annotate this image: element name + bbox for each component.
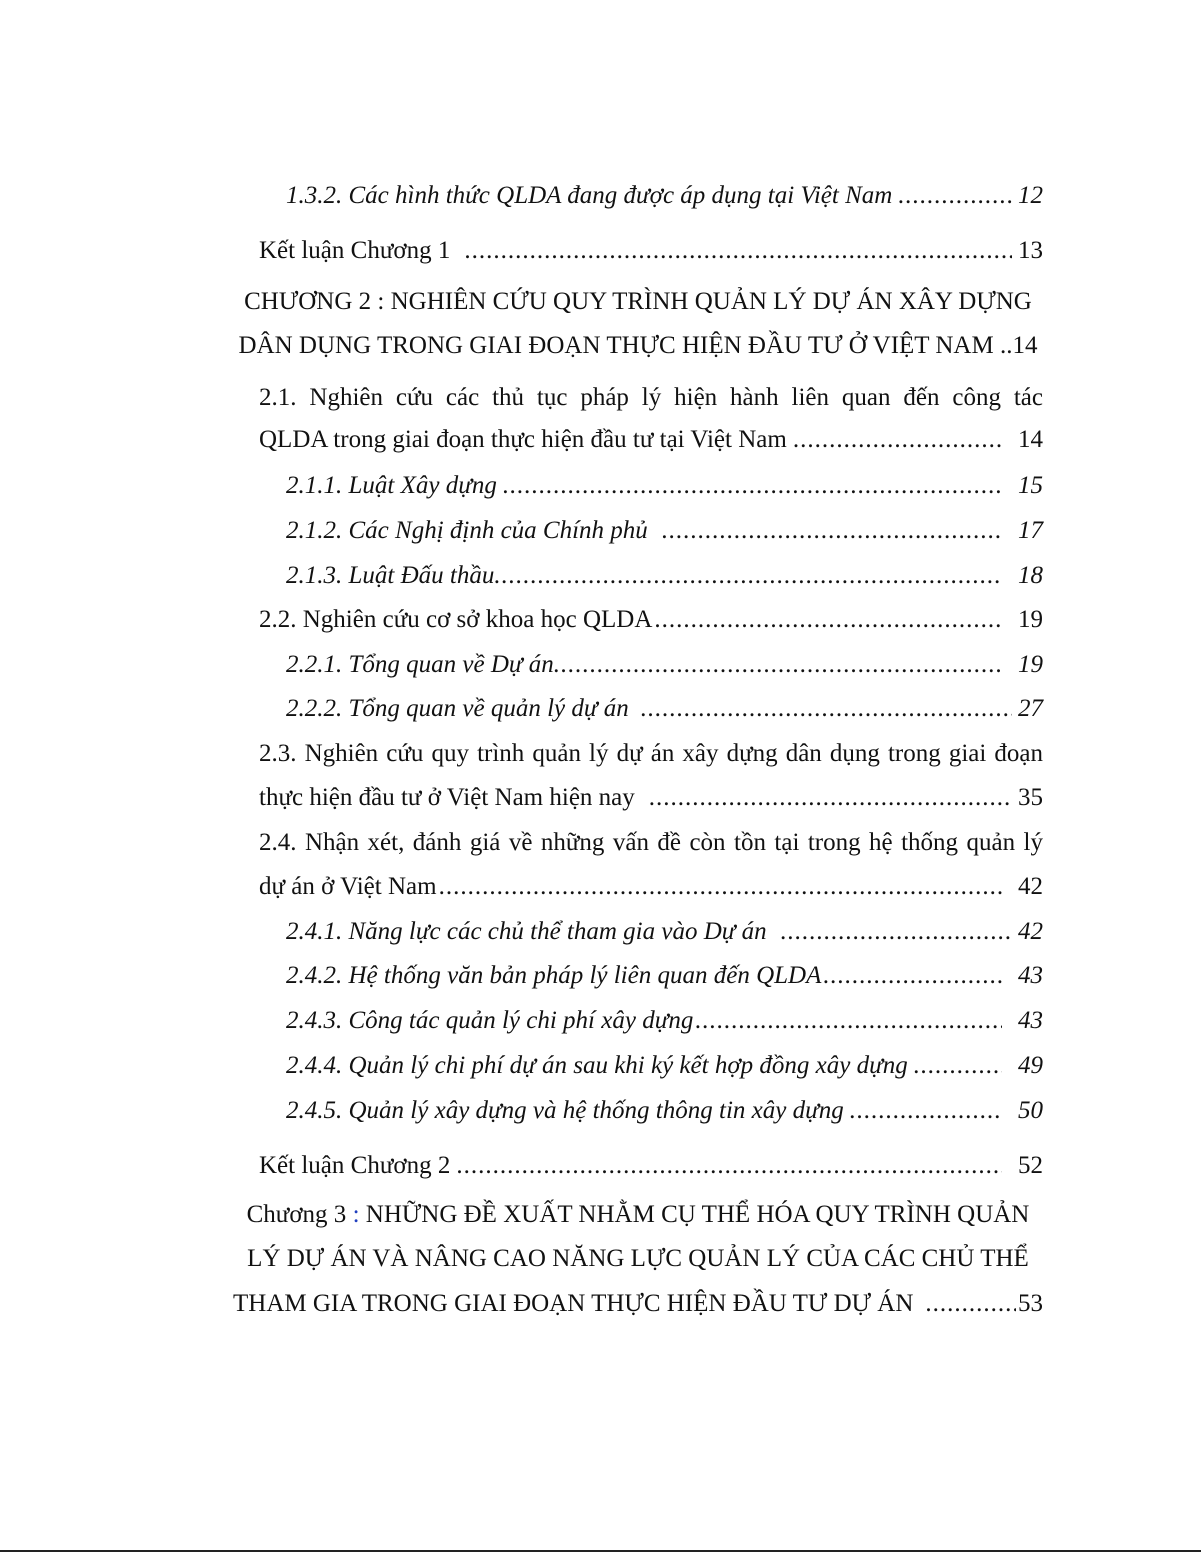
chapter-3-prefix: Chương 3 <box>246 1201 347 1228</box>
toc-page-number: 19 <box>1018 651 1043 678</box>
toc-entry-text: QLDA trong giai đoạn thực hiện đầu tư tại Việt Nam <box>259 426 787 453</box>
toc-page-number: 19 <box>1018 606 1043 633</box>
toc-entry-2-4-5 <box>286 1096 1043 1126</box>
dot-leader <box>781 917 1012 947</box>
toc-page-number: 27 <box>1018 695 1043 722</box>
toc-page-number: 42 <box>1018 918 1043 945</box>
toc-page-number: 35 <box>1018 784 1043 811</box>
toc-entry-text: 2.1.1. Luật Xây dựng <box>286 472 497 499</box>
toc-entry-2-4-3 <box>286 1006 1043 1036</box>
toc-entry-conclusion-ch2 <box>259 1151 1043 1181</box>
dot-leader <box>654 605 1002 635</box>
toc-entry-text: thực hiện đầu tư ở Việt Nam hiện nay <box>259 784 635 811</box>
dot-leader <box>898 181 1012 211</box>
toc-entry-1-3-2 <box>286 181 1043 211</box>
toc-page-number: 14 <box>1012 332 1038 359</box>
toc-entry-2-1-line1: 2.1. Nghiên cứu các thủ tục pháp lý hiện hành liên quan đến công tác <box>259 384 1043 411</box>
toc-entry-2-1-3 <box>286 561 1043 591</box>
toc-page-number: 43 <box>1018 1007 1043 1034</box>
toc-entry-2-1 <box>259 425 1043 455</box>
toc-entry-text: 2.4.4. Quản lý chi phí dự án sau khi ký kết hợp đồng xây dựng <box>286 1052 908 1079</box>
dot-leader <box>464 236 1012 266</box>
toc-entry-text: 2.2. Nghiên cứu cơ sở khoa học QLDA <box>259 606 653 633</box>
dot-leader <box>823 961 1002 991</box>
toc-entry-2-3-line1: 2.3. Nghiên cứu quy trình quản lý dự án xây dựng dân dụng trong giai đoạn <box>259 740 1043 767</box>
toc-entry-2-4 <box>259 872 1043 902</box>
dot-leader <box>793 425 1002 455</box>
chapter-3-colon: : <box>346 1201 360 1228</box>
toc-entry-text: 2.4.1. Năng lực các chủ thể tham gia vào Dự án <box>286 918 767 945</box>
toc-chapter-3-line1 <box>233 1200 1043 1230</box>
dot-leader <box>554 650 1002 680</box>
dot-leader <box>695 1006 1002 1036</box>
dot-leader <box>439 872 1002 902</box>
dot-leader <box>925 1289 1016 1319</box>
toc-entry-text: Kết luận Chương 2 <box>259 1152 451 1179</box>
toc-page-number: 18 <box>1018 562 1043 589</box>
toc-page-number: 15 <box>1018 472 1043 499</box>
toc-entry-2-2-2 <box>286 694 1043 724</box>
toc-page-number: 13 <box>1018 237 1043 264</box>
toc-entry-2-4-4 <box>286 1051 1043 1081</box>
toc-page-number: 52 <box>1018 1152 1043 1179</box>
dot-leader <box>456 1151 1002 1181</box>
dot-leader <box>494 561 1002 591</box>
toc-entry-text: 2.4.3. Công tác quản lý chi phí xây dựng <box>286 1007 694 1034</box>
dot-leader <box>649 783 1012 813</box>
toc-entry-text: dự án ở Việt Nam <box>259 873 437 900</box>
toc-page-number: 14 <box>1018 426 1043 453</box>
toc-page-number: 50 <box>1018 1097 1043 1124</box>
toc-chapter-3-line2: LÝ DỰ ÁN VÀ NÂNG CAO NĂNG LỰC QUẢN LÝ CỦA CÁC CHỦ THỂ <box>247 1245 1029 1272</box>
dot-leader <box>503 471 1002 501</box>
toc-entry-text: 1.3.2. Các hình thức QLDA đang được áp dụng tại Việt Nam <box>286 182 893 209</box>
dot-leader <box>850 1096 1002 1126</box>
toc-entry-2-4-2 <box>286 961 1043 991</box>
chapter-3-title: NHỮNG ĐỀ XUẤT NHẰM CỤ THỂ HÓA QUY TRÌNH QUẢN <box>359 1201 1030 1228</box>
toc-entry-2-2-1 <box>286 650 1043 680</box>
toc-entry-2-1-2 <box>286 516 1043 546</box>
toc-entry-2-2 <box>259 605 1043 635</box>
dot-leader <box>662 516 1002 546</box>
toc-entry-text: THAM GIA TRONG GIAI ĐOẠN THỰC HIỆN ĐẦU TƯ DỰ ÁN <box>233 1290 914 1317</box>
toc-entry-text: 2.4.5. Quản lý xây dựng và hệ thống thông tin xây dựng <box>286 1097 844 1124</box>
toc-entry-2-3 <box>259 783 1043 813</box>
dot-leader: .. <box>999 332 1013 359</box>
toc-entry-2-4-line1: 2.4. Nhận xét, đánh giá về những vấn đề còn tồn tại trong hệ thống quản lý <box>259 829 1043 856</box>
toc-chapter-2-line1: CHƯƠNG 2 : NGHIÊN CỨU QUY TRÌNH QUẢN LÝ DỰ ÁN XÂY DỰNG <box>244 288 1032 315</box>
toc-page-number: 12 <box>1018 182 1043 209</box>
toc-entry-text: DÂN DỤNG TRONG GIAI ĐOẠN THỰC HIỆN ĐẦU TƯ Ở VIỆT NAM <box>238 332 994 359</box>
toc-entry-2-1-1 <box>286 471 1043 501</box>
toc-page-number: 17 <box>1018 517 1043 544</box>
toc-entry-text: 2.2.2. Tổng quan về quản lý dự án <box>286 695 629 722</box>
toc-page-number: 49 <box>1018 1052 1043 1079</box>
toc-entry-text: 2.4.2. Hệ thống văn bản pháp lý liên quan đến QLDA <box>286 962 822 989</box>
toc-page-number: 43 <box>1018 962 1043 989</box>
dot-leader <box>641 694 1012 724</box>
toc-page-number: 53 <box>1018 1290 1043 1317</box>
toc-entry-text: 2.1.3. Luật Đấu thầu <box>286 562 495 589</box>
toc-chapter-3-line3 <box>233 1289 1043 1319</box>
dot-leader <box>914 1051 1002 1081</box>
toc-entry-2-4-1 <box>286 917 1043 947</box>
toc-page-number: 42 <box>1018 873 1043 900</box>
toc-entry-text: 2.2.1. Tổng quan về Dự án <box>286 651 554 678</box>
toc-chapter-2-line2 <box>233 331 1043 361</box>
toc-entry-text: 2.1.2. Các Nghị định của Chính phủ <box>286 517 648 544</box>
toc-entry-text: Kết luận Chương 1 <box>259 237 451 264</box>
page-bottom-edge <box>0 1550 1201 1552</box>
toc-entry-conclusion-ch1 <box>259 236 1043 266</box>
